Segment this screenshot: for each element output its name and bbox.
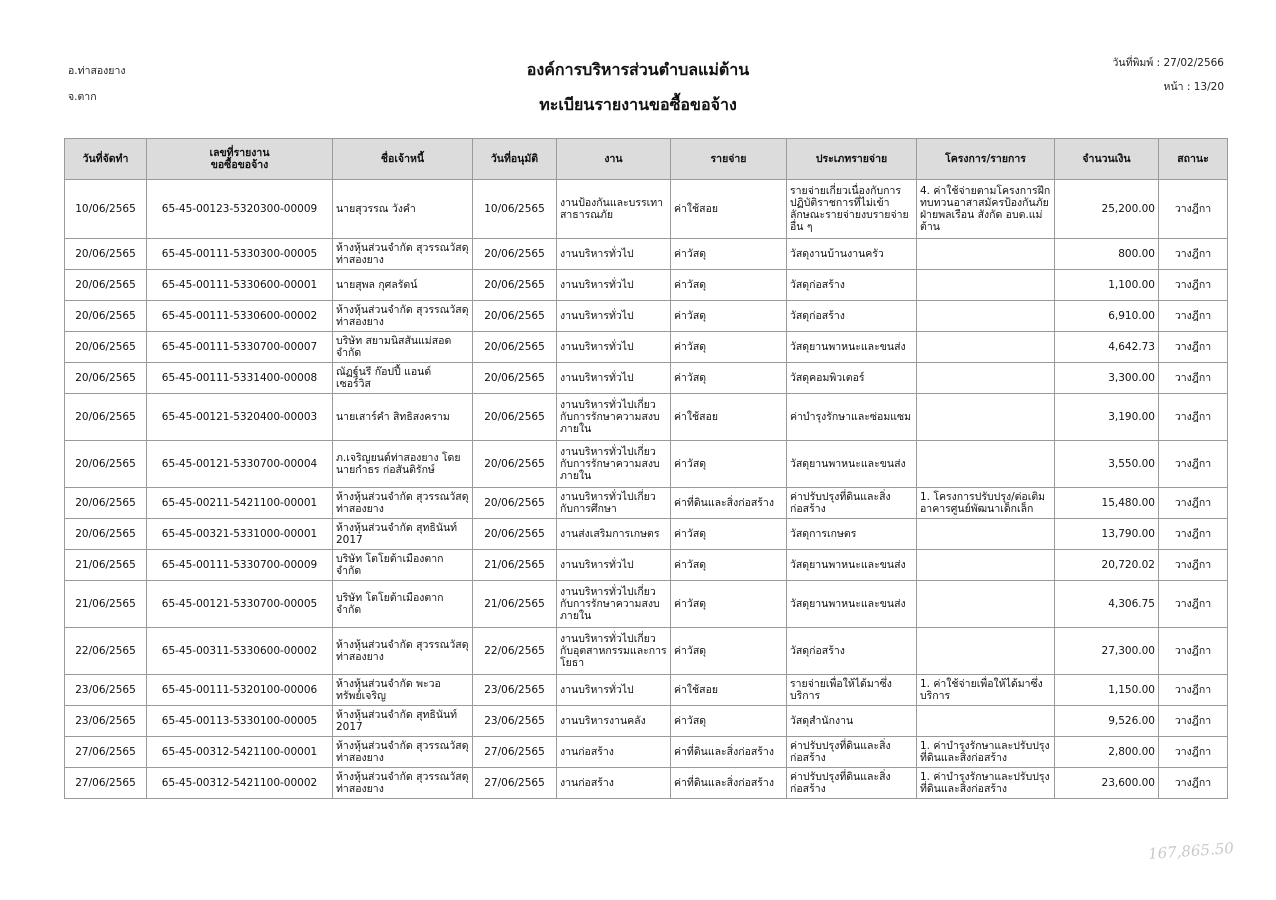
col-header: วันที่อนุมัติ	[473, 139, 557, 180]
cell-expense-type: วัสดุยานพาหนะและขนส่ง	[787, 332, 917, 363]
cell-date: 20/06/2565	[65, 239, 147, 270]
cell-expense: ค่าวัสดุ	[671, 581, 787, 628]
cell-work: งานก่อสร้าง	[557, 768, 671, 799]
cell-project	[917, 441, 1055, 488]
cell-expense: ค่าวัสดุ	[671, 363, 787, 394]
cell-project	[917, 519, 1055, 550]
cell-expense-type: วัสดุคอมพิวเตอร์	[787, 363, 917, 394]
cell-work: งานบริหารทั่วไป	[557, 550, 671, 581]
cell-amount: 13,790.00	[1055, 519, 1159, 550]
cell-status: วางฎีกา	[1159, 270, 1228, 301]
cell-approved: 20/06/2565	[473, 332, 557, 363]
cell-report-no: 65-45-00113-5330100-00005	[147, 706, 333, 737]
cell-work: งานบริหารทั่วไปเกี่ยวกับการศึกษา	[557, 488, 671, 519]
cell-approved: 20/06/2565	[473, 270, 557, 301]
cell-creditor: ณัฏฐ์นรี ก๊อปปี้ แอนด์ เซอร์วิส	[333, 363, 473, 394]
cell-report-no: 65-45-00111-5331400-00008	[147, 363, 333, 394]
cell-work: งานส่งเสริมการเกษตร	[557, 519, 671, 550]
cell-status: วางฎีกา	[1159, 706, 1228, 737]
cell-expense: ค่าวัสดุ	[671, 239, 787, 270]
cell-expense-type: ค่าปรับปรุงที่ดินและสิ่งก่อสร้าง	[787, 488, 917, 519]
cell-project: 1. โครงการปรับปรุง/ต่อเติมอาคารศูนย์พัฒนาเด็กเล็ก	[917, 488, 1055, 519]
cell-expense: ค่าวัสดุ	[671, 550, 787, 581]
cell-status: วางฎีกา	[1159, 363, 1228, 394]
cell-report-no: 65-45-00111-5320100-00006	[147, 675, 333, 706]
cell-approved: 20/06/2565	[473, 394, 557, 441]
cell-status: วางฎีกา	[1159, 581, 1228, 628]
cell-expense: ค่าวัสดุ	[671, 519, 787, 550]
cell-expense-type: รายจ่ายเพื่อให้ได้มาซึ่งบริการ	[787, 675, 917, 706]
cell-expense-type: วัสดุยานพาหนะและขนส่ง	[787, 441, 917, 488]
table-row	[65, 706, 1228, 737]
cell-approved: 20/06/2565	[473, 519, 557, 550]
cell-creditor: นายเสาร์คำ สิทธิสงคราม	[333, 394, 473, 441]
table-row	[65, 768, 1228, 799]
cell-approved: 20/06/2565	[473, 488, 557, 519]
cell-status: วางฎีกา	[1159, 394, 1228, 441]
cell-work: งานบริหารทั่วไป	[557, 239, 671, 270]
cell-project	[917, 332, 1055, 363]
cell-amount: 800.00	[1055, 239, 1159, 270]
cell-project	[917, 301, 1055, 332]
cell-expense: ค่าวัสดุ	[671, 301, 787, 332]
cell-project: 1. ค่าบำรุงรักษาและปรับปรุงที่ดินและสิ่งก่อสร้าง	[917, 737, 1055, 768]
cell-expense-type: ค่าปรับปรุงที่ดินและสิ่งก่อสร้าง	[787, 737, 917, 768]
table-body	[65, 180, 1228, 799]
cell-report-no: 65-45-00121-5330700-00004	[147, 441, 333, 488]
table-row	[65, 581, 1228, 628]
cell-status: วางฎีกา	[1159, 768, 1228, 799]
cell-work: งานบริหารทั่วไป	[557, 301, 671, 332]
table-row	[65, 675, 1228, 706]
report-title: ทะเบียนรายงานขอซื้อขอจ้าง	[539, 95, 737, 114]
cell-creditor: ห้างหุ้นส่วนจำกัด สุวรรณวัสดุ ท่าสองยาง	[333, 768, 473, 799]
col-header: เลขที่รายงาน ขอซื้อขอจ้าง	[147, 139, 333, 180]
cell-status: วางฎีกา	[1159, 628, 1228, 675]
cell-amount: 3,300.00	[1055, 363, 1159, 394]
cell-status: วางฎีกา	[1159, 550, 1228, 581]
cell-amount: 25,200.00	[1055, 180, 1159, 239]
col-header: วันที่จัดทำ	[65, 139, 147, 180]
col-header: โครงการ/รายการ	[917, 139, 1055, 180]
table-row	[65, 332, 1228, 363]
cell-expense-type: วัสดุก่อสร้าง	[787, 628, 917, 675]
cell-expense: ค่าวัสดุ	[671, 706, 787, 737]
cell-amount: 1,150.00	[1055, 675, 1159, 706]
cell-date: 20/06/2565	[65, 332, 147, 363]
cell-approved: 20/06/2565	[473, 363, 557, 394]
cell-date: 27/06/2565	[65, 737, 147, 768]
cell-project	[917, 581, 1055, 628]
cell-status: วางฎีกา	[1159, 441, 1228, 488]
organization-title: องค์การบริหารส่วนตำบลแม่ต้าน	[526, 60, 750, 79]
cell-date: 21/06/2565	[65, 550, 147, 581]
cell-date: 20/06/2565	[65, 394, 147, 441]
cell-creditor: ห้างหุ้นส่วนจำกัด สุวรรณวัสดุ ท่าสองยาง	[333, 488, 473, 519]
cell-project	[917, 550, 1055, 581]
table-row	[65, 394, 1228, 441]
cell-expense-type: วัสดุยานพาหนะและขนส่ง	[787, 550, 917, 581]
cell-expense: ค่าวัสดุ	[671, 270, 787, 301]
cell-amount: 6,910.00	[1055, 301, 1159, 332]
cell-status: วางฎีกา	[1159, 301, 1228, 332]
cell-expense-type: วัสดุงานบ้านงานครัว	[787, 239, 917, 270]
cell-project: 4. ค่าใช้จ่ายตามโครงการฝึกทบทวนอาสาสมัครป้องกันภัยฝ่ายพลเรือน สังกัด อบต.แม่ต้าน	[917, 180, 1055, 239]
cell-expense-type: วัสดุการเกษตร	[787, 519, 917, 550]
cell-expense-type: ค่าบำรุงรักษาและซ่อมแซม	[787, 394, 917, 441]
cell-amount: 3,550.00	[1055, 441, 1159, 488]
cell-approved: 20/06/2565	[473, 301, 557, 332]
col-header: งาน	[557, 139, 671, 180]
cell-creditor: นายสุวรรณ วังคำ	[333, 180, 473, 239]
cell-status: วางฎีกา	[1159, 239, 1228, 270]
cell-approved: 20/06/2565	[473, 239, 557, 270]
col-header: สถานะ	[1159, 139, 1228, 180]
table-row	[65, 270, 1228, 301]
province-label: จ.ตาก	[68, 91, 97, 103]
table-row	[65, 441, 1228, 488]
cell-date: 20/06/2565	[65, 363, 147, 394]
print-date: วันที่พิมพ์ : 27/02/2566	[1112, 57, 1224, 69]
cell-creditor: ห้างหุ้นส่วนจำกัด พะวอ ทรัพย์เจริญ	[333, 675, 473, 706]
cell-report-no: 65-45-00123-5320300-00009	[147, 180, 333, 239]
cell-report-no: 65-45-00111-5330700-00009	[147, 550, 333, 581]
cell-creditor: ห้างหุ้นส่วนจำกัด สุวรรณวัสดุ ท่าสองยาง	[333, 239, 473, 270]
cell-expense: ค่าที่ดินและสิ่งก่อสร้าง	[671, 737, 787, 768]
cell-approved: 20/06/2565	[473, 441, 557, 488]
table-header-row	[65, 139, 1228, 180]
cell-creditor: บริษัท โตโยต้าเมืองตาก จำกัด	[333, 581, 473, 628]
cell-creditor: ภ.เจริญยนต์ท่าสองยาง โดย นายกำธร ก่อสันติรักษ์	[333, 441, 473, 488]
cell-date: 20/06/2565	[65, 488, 147, 519]
cell-expense: ค่าใช้สอย	[671, 394, 787, 441]
procurement-register-table	[64, 138, 1228, 799]
col-header: จำนวนเงิน	[1055, 139, 1159, 180]
cell-date: 20/06/2565	[65, 301, 147, 332]
cell-report-no: 65-45-00111-5330700-00007	[147, 332, 333, 363]
cell-creditor: บริษัท สยามนิสสันแม่สอด จำกัด	[333, 332, 473, 363]
cell-amount: 27,300.00	[1055, 628, 1159, 675]
cell-work: งานบริหารทั่วไป	[557, 363, 671, 394]
cell-status: วางฎีกา	[1159, 180, 1228, 239]
page-number: หน้า : 13/20	[1163, 81, 1224, 93]
table-row	[65, 488, 1228, 519]
cell-project: 1. ค่าบำรุงรักษาและปรับปรุงที่ดินและสิ่งก่อสร้าง	[917, 768, 1055, 799]
cell-report-no: 65-45-00111-5330300-00005	[147, 239, 333, 270]
handwritten-total: 167,865.50	[1147, 839, 1235, 863]
cell-approved: 27/06/2565	[473, 768, 557, 799]
cell-report-no: 65-45-00311-5330600-00002	[147, 628, 333, 675]
cell-date: 23/06/2565	[65, 675, 147, 706]
cell-status: วางฎีกา	[1159, 737, 1228, 768]
cell-amount: 23,600.00	[1055, 768, 1159, 799]
cell-approved: 27/06/2565	[473, 737, 557, 768]
cell-project	[917, 363, 1055, 394]
cell-date: 20/06/2565	[65, 270, 147, 301]
cell-amount: 1,100.00	[1055, 270, 1159, 301]
cell-expense: ค่าวัสดุ	[671, 628, 787, 675]
cell-work: งานบริหารทั่วไปเกี่ยวกับอุตสาหกรรมและการโยธา	[557, 628, 671, 675]
cell-expense-type: วัสดุสำนักงาน	[787, 706, 917, 737]
cell-work: งานป้องกันและบรรเทาสาธารณภัย	[557, 180, 671, 239]
cell-project: 1. ค่าใช้จ่ายเพื่อให้ได้มาซึ่งบริการ	[917, 675, 1055, 706]
cell-date: 23/06/2565	[65, 706, 147, 737]
cell-creditor: นายสุพล กุศลรัตน์	[333, 270, 473, 301]
cell-date: 10/06/2565	[65, 180, 147, 239]
cell-report-no: 65-45-00211-5421100-00001	[147, 488, 333, 519]
cell-work: งานบริหารทั่วไปเกี่ยวกับการรักษาความสงบภายใน	[557, 394, 671, 441]
cell-status: วางฎีกา	[1159, 332, 1228, 363]
col-header: รายจ่าย	[671, 139, 787, 180]
cell-creditor: ห้างหุ้นส่วนจำกัด สุทธินันท์ 2017	[333, 519, 473, 550]
cell-amount: 4,306.75	[1055, 581, 1159, 628]
cell-report-no: 65-45-00111-5330600-00001	[147, 270, 333, 301]
cell-date: 20/06/2565	[65, 519, 147, 550]
cell-approved: 10/06/2565	[473, 180, 557, 239]
cell-project	[917, 270, 1055, 301]
col-header: ประเภทรายจ่าย	[787, 139, 917, 180]
cell-report-no: 65-45-00312-5421100-00001	[147, 737, 333, 768]
cell-amount: 20,720.02	[1055, 550, 1159, 581]
cell-report-no: 65-45-00321-5331000-00001	[147, 519, 333, 550]
cell-date: 22/06/2565	[65, 628, 147, 675]
cell-work: งานบริหารทั่วไป	[557, 332, 671, 363]
cell-creditor: ห้างหุ้นส่วนจำกัด สุวรรณวัสดุ ท่าสองยาง	[333, 737, 473, 768]
table-row	[65, 239, 1228, 270]
cell-project	[917, 239, 1055, 270]
cell-project	[917, 628, 1055, 675]
cell-expense-type: รายจ่ายเกี่ยวเนื่องกับการปฏิบัติราชการที่ไม่เข้าลักษณะรายจ่ายงบรายจ่ายอื่น ๆ	[787, 180, 917, 239]
cell-expense-type: วัสดุก่อสร้าง	[787, 301, 917, 332]
cell-creditor: ห้างหุ้นส่วนจำกัด สุวรรณวัสดุ ท่าสองยาง	[333, 301, 473, 332]
cell-expense: ค่าที่ดินและสิ่งก่อสร้าง	[671, 488, 787, 519]
cell-report-no: 65-45-00312-5421100-00002	[147, 768, 333, 799]
cell-report-no: 65-45-00121-5320400-00003	[147, 394, 333, 441]
cell-amount: 3,190.00	[1055, 394, 1159, 441]
cell-expense: ค่าใช้สอย	[671, 180, 787, 239]
cell-approved: 23/06/2565	[473, 706, 557, 737]
cell-project	[917, 706, 1055, 737]
cell-creditor: ห้างหุ้นส่วนจำกัด สุทธินันท์ 2017	[333, 706, 473, 737]
cell-expense: ค่าวัสดุ	[671, 332, 787, 363]
cell-expense-type: ค่าปรับปรุงที่ดินและสิ่งก่อสร้าง	[787, 768, 917, 799]
table-row	[65, 550, 1228, 581]
cell-creditor: ห้างหุ้นส่วนจำกัด สุวรรณวัสดุ ท่าสองยาง	[333, 628, 473, 675]
cell-report-no: 65-45-00121-5330700-00005	[147, 581, 333, 628]
cell-amount: 2,800.00	[1055, 737, 1159, 768]
cell-expense-type: วัสดุยานพาหนะและขนส่ง	[787, 581, 917, 628]
cell-work: งานบริหารทั่วไปเกี่ยวกับการรักษาความสงบภายใน	[557, 441, 671, 488]
cell-project	[917, 394, 1055, 441]
cell-date: 21/06/2565	[65, 581, 147, 628]
cell-approved: 21/06/2565	[473, 550, 557, 581]
cell-expense: ค่าที่ดินและสิ่งก่อสร้าง	[671, 768, 787, 799]
district-label: อ.ท่าสองยาง	[68, 65, 126, 77]
cell-expense: ค่าใช้สอย	[671, 675, 787, 706]
table-row	[65, 180, 1228, 239]
cell-approved: 21/06/2565	[473, 581, 557, 628]
table-row	[65, 737, 1228, 768]
cell-amount: 15,480.00	[1055, 488, 1159, 519]
cell-approved: 23/06/2565	[473, 675, 557, 706]
table-row	[65, 628, 1228, 675]
cell-status: วางฎีกา	[1159, 675, 1228, 706]
cell-work: งานก่อสร้าง	[557, 737, 671, 768]
cell-work: งานบริหารทั่วไป	[557, 270, 671, 301]
table-row	[65, 301, 1228, 332]
col-header: ชื่อเจ้าหนี้	[333, 139, 473, 180]
cell-approved: 22/06/2565	[473, 628, 557, 675]
cell-creditor: บริษัท โตโยต้าเมืองตาก จำกัด	[333, 550, 473, 581]
cell-date: 20/06/2565	[65, 441, 147, 488]
cell-work: งานบริหารทั่วไปเกี่ยวกับการรักษาความสงบภายใน	[557, 581, 671, 628]
cell-expense: ค่าวัสดุ	[671, 441, 787, 488]
table-row	[65, 363, 1228, 394]
cell-expense-type: วัสดุก่อสร้าง	[787, 270, 917, 301]
cell-status: วางฎีกา	[1159, 488, 1228, 519]
cell-amount: 9,526.00	[1055, 706, 1159, 737]
cell-status: วางฎีกา	[1159, 519, 1228, 550]
table-row	[65, 519, 1228, 550]
cell-work: งานบริหารงานคลัง	[557, 706, 671, 737]
cell-amount: 4,642.73	[1055, 332, 1159, 363]
cell-date: 27/06/2565	[65, 768, 147, 799]
cell-work: งานบริหารทั่วไป	[557, 675, 671, 706]
cell-report-no: 65-45-00111-5330600-00002	[147, 301, 333, 332]
